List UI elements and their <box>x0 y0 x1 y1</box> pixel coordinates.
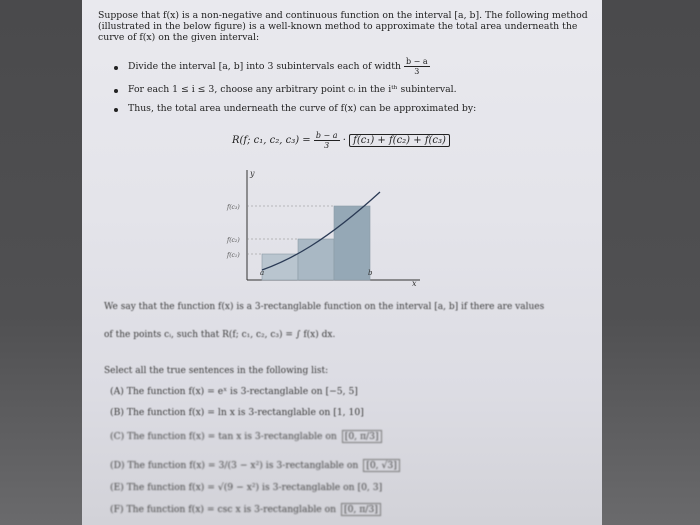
option-c[interactable] <box>110 430 382 443</box>
bullet-1-text: Divide the interval [a, b] into 3 subintervals each of width <box>128 61 401 72</box>
width-fraction-numerator: b − a <box>405 57 428 66</box>
x-axis-label: x <box>412 279 417 288</box>
option-f-label: (F) The function f(x) = csc x is 3-rectanglable on <box>110 504 337 515</box>
width-fraction-denominator: 3 <box>414 67 420 76</box>
option-f-interval: [0, π/3] <box>341 503 381 516</box>
bullet-dot <box>114 89 118 93</box>
bullet-3: Thus, the total area underneath the curve of f(x) can be approximated by: <box>128 103 477 114</box>
option-b-label: (B) The function f(x) = ln x is 3-rectanglable on <box>110 407 331 418</box>
question-prompt: Select all the true sentences in the following list: <box>104 366 329 376</box>
bullet-dot <box>114 66 118 70</box>
fc3-label: f(c₃) <box>227 204 240 211</box>
option-f[interactable] <box>110 503 381 516</box>
rectangle-1 <box>262 254 298 280</box>
document-page <box>82 0 602 525</box>
bullet-2: For each 1 ≤ i ≤ 3, choose any arbitrary point cᵢ in the iᵗʰ subinterval. <box>128 84 457 95</box>
b-label: b <box>368 269 373 277</box>
option-a-interval: [−5, 5] <box>325 386 358 397</box>
formula-rhs: f(c₁) + f(c₂) + f(c₃) <box>349 134 450 147</box>
rectangle-3 <box>334 206 370 280</box>
option-a[interactable] <box>110 386 358 397</box>
width-fraction <box>404 57 430 76</box>
option-d-label: (D) The function f(x) = 3/(3 − x²) is 3-rectanglable on <box>110 460 359 471</box>
fc2-label: f(c₂) <box>227 237 240 244</box>
bullet-dot <box>114 108 118 112</box>
rectangle-2 <box>298 239 334 280</box>
bullet-1 <box>128 57 430 76</box>
option-c-interval: [0, π/3] <box>342 430 382 443</box>
a-label: a <box>260 269 265 277</box>
intro-paragraph: Suppose that f(x) is a non-negative and continuous function on the interval [a, b]. The following method (illustrated in the below figure) is a well-known method to approximate the total area underneath the curve of f(x) on the given interval: <box>98 10 588 43</box>
option-b[interactable] <box>110 407 364 418</box>
fc1-label: f(c₁) <box>227 252 240 259</box>
option-e-label: (E) The function f(x) = √(9 − x²) is 3-rectanglable on <box>110 482 355 493</box>
option-c-label: (C) The function f(x) = tan x is 3-rectanglable on <box>110 431 337 442</box>
formula-fraction <box>314 131 340 150</box>
option-d[interactable] <box>110 459 400 472</box>
option-d-interval: [0, √3] <box>363 459 400 472</box>
formula-fraction-numerator: b − a <box>315 131 338 140</box>
definition-line-1: We say that the function f(x) is a 3-rectanglable function on the interval [a, b] if there are values <box>104 302 545 312</box>
option-e[interactable] <box>110 482 382 493</box>
riemann-figure <box>190 162 430 292</box>
option-b-interval: [1, 10] <box>333 407 364 418</box>
formula-lhs: R(f; c₁, c₂, c₃) = <box>232 135 311 146</box>
definition-line-2: of the points cᵢ, such that R(f; c₁, c₂, c₃) = ∫ f(x) dx. <box>104 330 336 340</box>
riemann-formula: R(f; c₁, c₂, c₃) = $\frac{b - a}{3}$ · f(c₁) + f(c₂) + f(c₃) <box>232 131 450 150</box>
option-a-label: (A) The function f(x) = eˣ is 3-rectanglable on <box>110 386 323 397</box>
formula-fraction-denominator: 3 <box>324 141 330 150</box>
y-axis-label: y <box>250 169 255 178</box>
option-e-interval: [0, 3] <box>357 482 383 493</box>
